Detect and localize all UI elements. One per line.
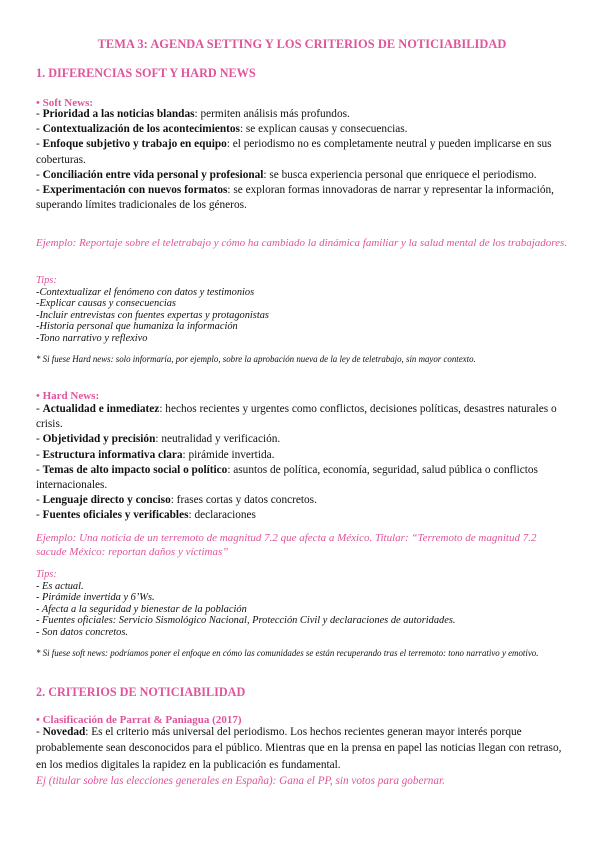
list-item: - Prioridad a las noticias blandas: permiten análisis más profundos. [36, 108, 350, 120]
tip-item: -Explicar causas y consecuencias [36, 298, 176, 310]
tip-item: -Historia personal que humaniza la información [36, 321, 238, 333]
hard-news-list [36, 402, 568, 524]
soft-news-note: * Si fuese Hard news: solo informaría, por ejemplo, sobre la aprobación nueva de la ley de teletrabajo, sin mayor contexto. [36, 354, 476, 364]
soft-news-example: Ejemplo: Reportaje sobre el teletrabajo y cómo ha cambiado la dinámica familiar y la salud mental de los trabajadores. [36, 237, 568, 249]
list-item: - Fuentes oficiales y verificables: declaraciones [36, 509, 256, 522]
tip-item: -Contextualizar el fenómeno con datos y testimonios [36, 286, 255, 298]
soft-news-tips [36, 275, 568, 345]
list-item: - Estructura informativa clara: pirámide invertida. [36, 448, 275, 461]
list-item: - Conciliación entre vida personal y profesional: se busca experiencia personal que enriquece el periodismo. [36, 168, 537, 181]
tip-item: - Pirámide invertida y 6’Ws. [36, 592, 155, 604]
tip-item: - Afecta a la seguridad y bienestar de la población [36, 603, 247, 615]
list-item: - Temas de alto impacto social o político: asuntos de política, economía, seguridad, salud pública o conflictos internacionales. [36, 463, 538, 492]
section-2-heading: 2. CRITERIOS DE NOTICIABILIDAD [36, 685, 246, 699]
parrat-paniagua-label: • Clasificación de Parrat & Paniagua (2017) [36, 714, 242, 726]
soft-news-list [36, 107, 568, 213]
list-item: - Lenguaje directo y conciso: frases cortas y datos concretos. [36, 494, 317, 507]
tip-item: - Es actual. [36, 580, 84, 592]
tips-label: Tips: [36, 275, 57, 286]
tip-item: -Incluir entrevistas con fuentes expertas y protagonistas [36, 309, 269, 321]
novedad-example: Ej (titular sobre las elecciones generales en España): Gana el PP, sin votos para gobernar. [36, 775, 445, 787]
list-item: - Experimentación con nuevos formatos: se exploran formas innovadoras de narrar y representar la información, superando límites tradicionales de los géneros. [36, 184, 554, 212]
hard-news-example: Ejemplo: Una noticia de un terremoto de magnitud 7.2 que afecta a México. Titular: “Terremoto de magnitud 7.2 sacude México: reportan daños y víctimas” [36, 532, 537, 558]
list-item: - Actualidad e inmediatez: hechos recientes y urgentes como conflictos, decisiones políticas, desastres naturales o crisis. [36, 403, 557, 431]
hard-news-tips [36, 569, 568, 639]
list-item: - Enfoque subjetivo y trabajo en equipo: el periodismo no es completamente neutral y pueden implicarse en sus coberturas. [36, 138, 552, 166]
tip-item: - Fuentes oficiales: Servicio Sismológico Nacional, Protección Civil y declaraciones de autoridades. [36, 615, 456, 627]
novedad-paragraph: - Novedad: Es el criterio más universal del periodismo. Los hechos recientes generan mayor interés porque probablemente sean desconocidos para el público. Mientras que en la prensa en papel las noticias llegan con retraso, en los medios digitales la rapidez en la publicación es fundamental. [36, 726, 562, 771]
page-title: TEMA 3: AGENDA SETTING Y LOS CRITERIOS DE NOTICIABILIDAD [97, 37, 507, 51]
hard-news-note: * Si fuese soft news: podríamos poner el enfoque en cómo las comunidades se están recuperando tras el terremoto: tono narrativo y emotivo. [36, 648, 539, 658]
list-item: - Objetividad y precisión: neutralidad y verificación. [36, 433, 281, 446]
tips-label: Tips: [36, 569, 57, 580]
list-item: - Contextualización de los acontecimientos: se explican causas y consecuencias. [36, 123, 408, 136]
tip-item: -Tono narrativo y reflexivo [36, 332, 148, 344]
section-1-heading: 1. DIFERENCIAS SOFT Y HARD NEWS [36, 66, 256, 80]
soft-news-label: • Soft News: [36, 97, 94, 109]
hard-news-label: • Hard News: [36, 390, 100, 402]
tip-item: - Son datos concretos. [36, 626, 128, 638]
